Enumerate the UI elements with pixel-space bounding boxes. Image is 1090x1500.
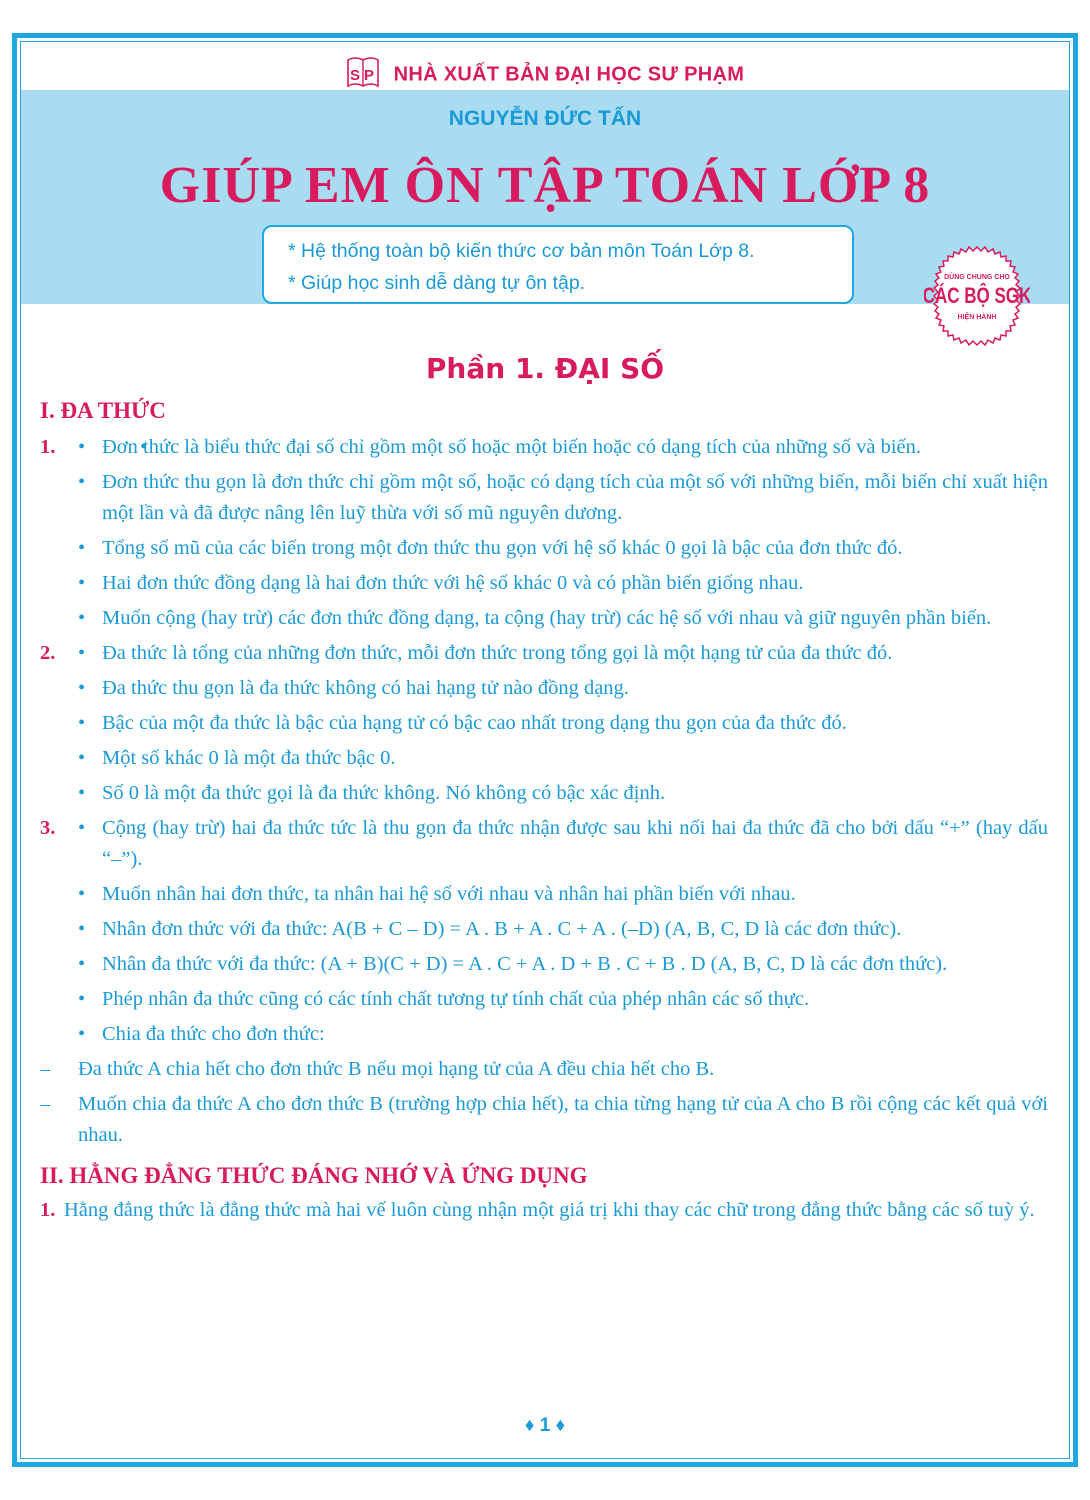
publisher-name: NHÀ XUẤT BẢN ĐẠI HỌC SƯ PHẠM [393, 63, 745, 86]
list-item: • Tổng số mũ của các biến trong một đơn thức thu gọn với hệ số khác 0 gọi là bậc của đơn thức đó. [78, 537, 903, 559]
list-item: • Phép nhân đa thức cũng có các tính chất tương tự tính chất của phép nhân các số thực. [78, 988, 810, 1010]
item-1-1-more [40, 467, 1048, 634]
list-item: • Số 0 là một đa thức gọi là đa thức không. Nó không có bậc xác định. [78, 782, 666, 804]
dash-item: – Muốn chia đa thức A cho đơn thức B (trường hợp chia hết), ta chia từng hạng tử của A cho B rồi cộng các kết quả với nhau. [40, 1093, 1048, 1146]
page-number: ♦ 1 ♦ [524, 1415, 566, 1436]
list-item: • Bậc của một đa thức là bậc của hạng tử có bậc cao nhất trong dạng thu gọn của đa thức đó. [78, 712, 847, 734]
info-line-2: * Giúp học sinh dễ dàng tự ôn tập. [288, 272, 586, 294]
svg-text:CÁC BỘ SGK: CÁC BỘ SGK [924, 283, 1030, 309]
item-number: 2. [40, 642, 56, 664]
item-number: 1. [40, 1199, 56, 1221]
list-item: • Đơn thức thu gọn là đơn thức chỉ gồm một số, hoặc có dạng tích của một số với những biến, mỗi biến chỉ xuất hiện một lần và đã được nâng lên luỹ thừa với số mũ nguyên dương. [78, 471, 1048, 524]
dash-item: – Đa thức A chia hết cho đơn thức B nếu mọi hạng tử của A đều chia hết cho B. [40, 1058, 715, 1080]
book-title: GIÚP EM ÔN TẬP TOÁN LỚP 8 [159, 157, 931, 214]
part-title: Phần 1. ĐẠI SỐ [425, 352, 665, 385]
list-item: • Muốn nhân hai đơn thức, ta nhân hai hệ số với nhau và nhân hai phần biến với nhau. [78, 883, 796, 905]
svg-text:HIỆN HÀNH: HIỆN HÀNH [957, 314, 997, 321]
list-item: • Hai đơn thức đồng dạng là hai đơn thức với hệ số khác 0 và có phần biến giống nhau. [78, 572, 804, 594]
item-number: 3. [40, 817, 56, 839]
info-line-1: * Hệ thống toàn bộ kiến thức cơ bản môn Toán Lớp 8. [288, 240, 755, 262]
section-heading-2: II. HẰNG ĐẲNG THỨC ĐÁNG NHỚ VÀ ỨNG DỤNG [40, 1163, 588, 1188]
item-1-2 [40, 638, 1048, 809]
list-item: • Chia đa thức cho đơn thức: [78, 1023, 325, 1045]
list-item: • Muốn cộng (hay trừ) các đơn thức đồng dạng, ta cộng (hay trừ) các hệ số với nhau và giữ nguyên phần biến. [78, 607, 992, 629]
info-box [262, 225, 854, 304]
list-item: • Cộng (hay trừ) hai đa thức tức là thu gọn đa thức nhận được sau khi nối hai đa thức đã cho bởi dấu “+” (hay dấu “–”). [78, 817, 1048, 870]
svg-text:S: S [349, 67, 361, 84]
svg-text:DÙNG CHUNG CHO: DÙNG CHUNG CHO [944, 274, 1010, 281]
sgk-badge [924, 243, 1030, 349]
list-item: • Nhân đơn thức với đa thức: A(B + C – D) = A . B + A . C + A . (–D) (A, B, C, D là các đơn thức). [78, 918, 902, 940]
list-item: • Nhân đa thức với đa thức: (A + B)(C + D) = A . C + A . D + B . C + B . D (A, B, C, D là các đơn thức). [78, 953, 948, 975]
publisher-line [0, 58, 1090, 92]
list-item: • Đa thức thu gọn là đa thức không có hai hạng tử nào đồng dạng. [78, 677, 629, 699]
svg-text:P: P [363, 67, 375, 84]
content-body [40, 392, 1048, 1230]
item-2-1: 1. Hằng đẳng thức là đẳng thức mà hai vế luôn cùng nhận một giá trị khi thay các chữ trong đẳng thức bằng các số tuỳ ý. [40, 1195, 1048, 1226]
list-item: • Đa thức là tổng của những đơn thức, mỗi đơn thức trong tổng gọi là một hạng tử của đa thức đó. [78, 642, 893, 664]
item-number: 1. [40, 436, 56, 458]
section-heading-1: I. ĐA THỨC [40, 398, 166, 423]
author-name: NGUYỄN ĐỨC TẤN [448, 107, 642, 130]
item-1-1 [40, 432, 1048, 463]
list-item: • Một số khác 0 là một đa thức bậc 0. [78, 747, 396, 769]
item-1-3 [40, 813, 1048, 1050]
seal-badge-icon [924, 243, 1030, 349]
sp-book-logo-icon [346, 55, 380, 89]
list-item: • • Đơn thức là biểu thức đại số chỉ gồm một số hoặc một biến hoặc có dạng tích của những số và biến. [102, 432, 1048, 463]
